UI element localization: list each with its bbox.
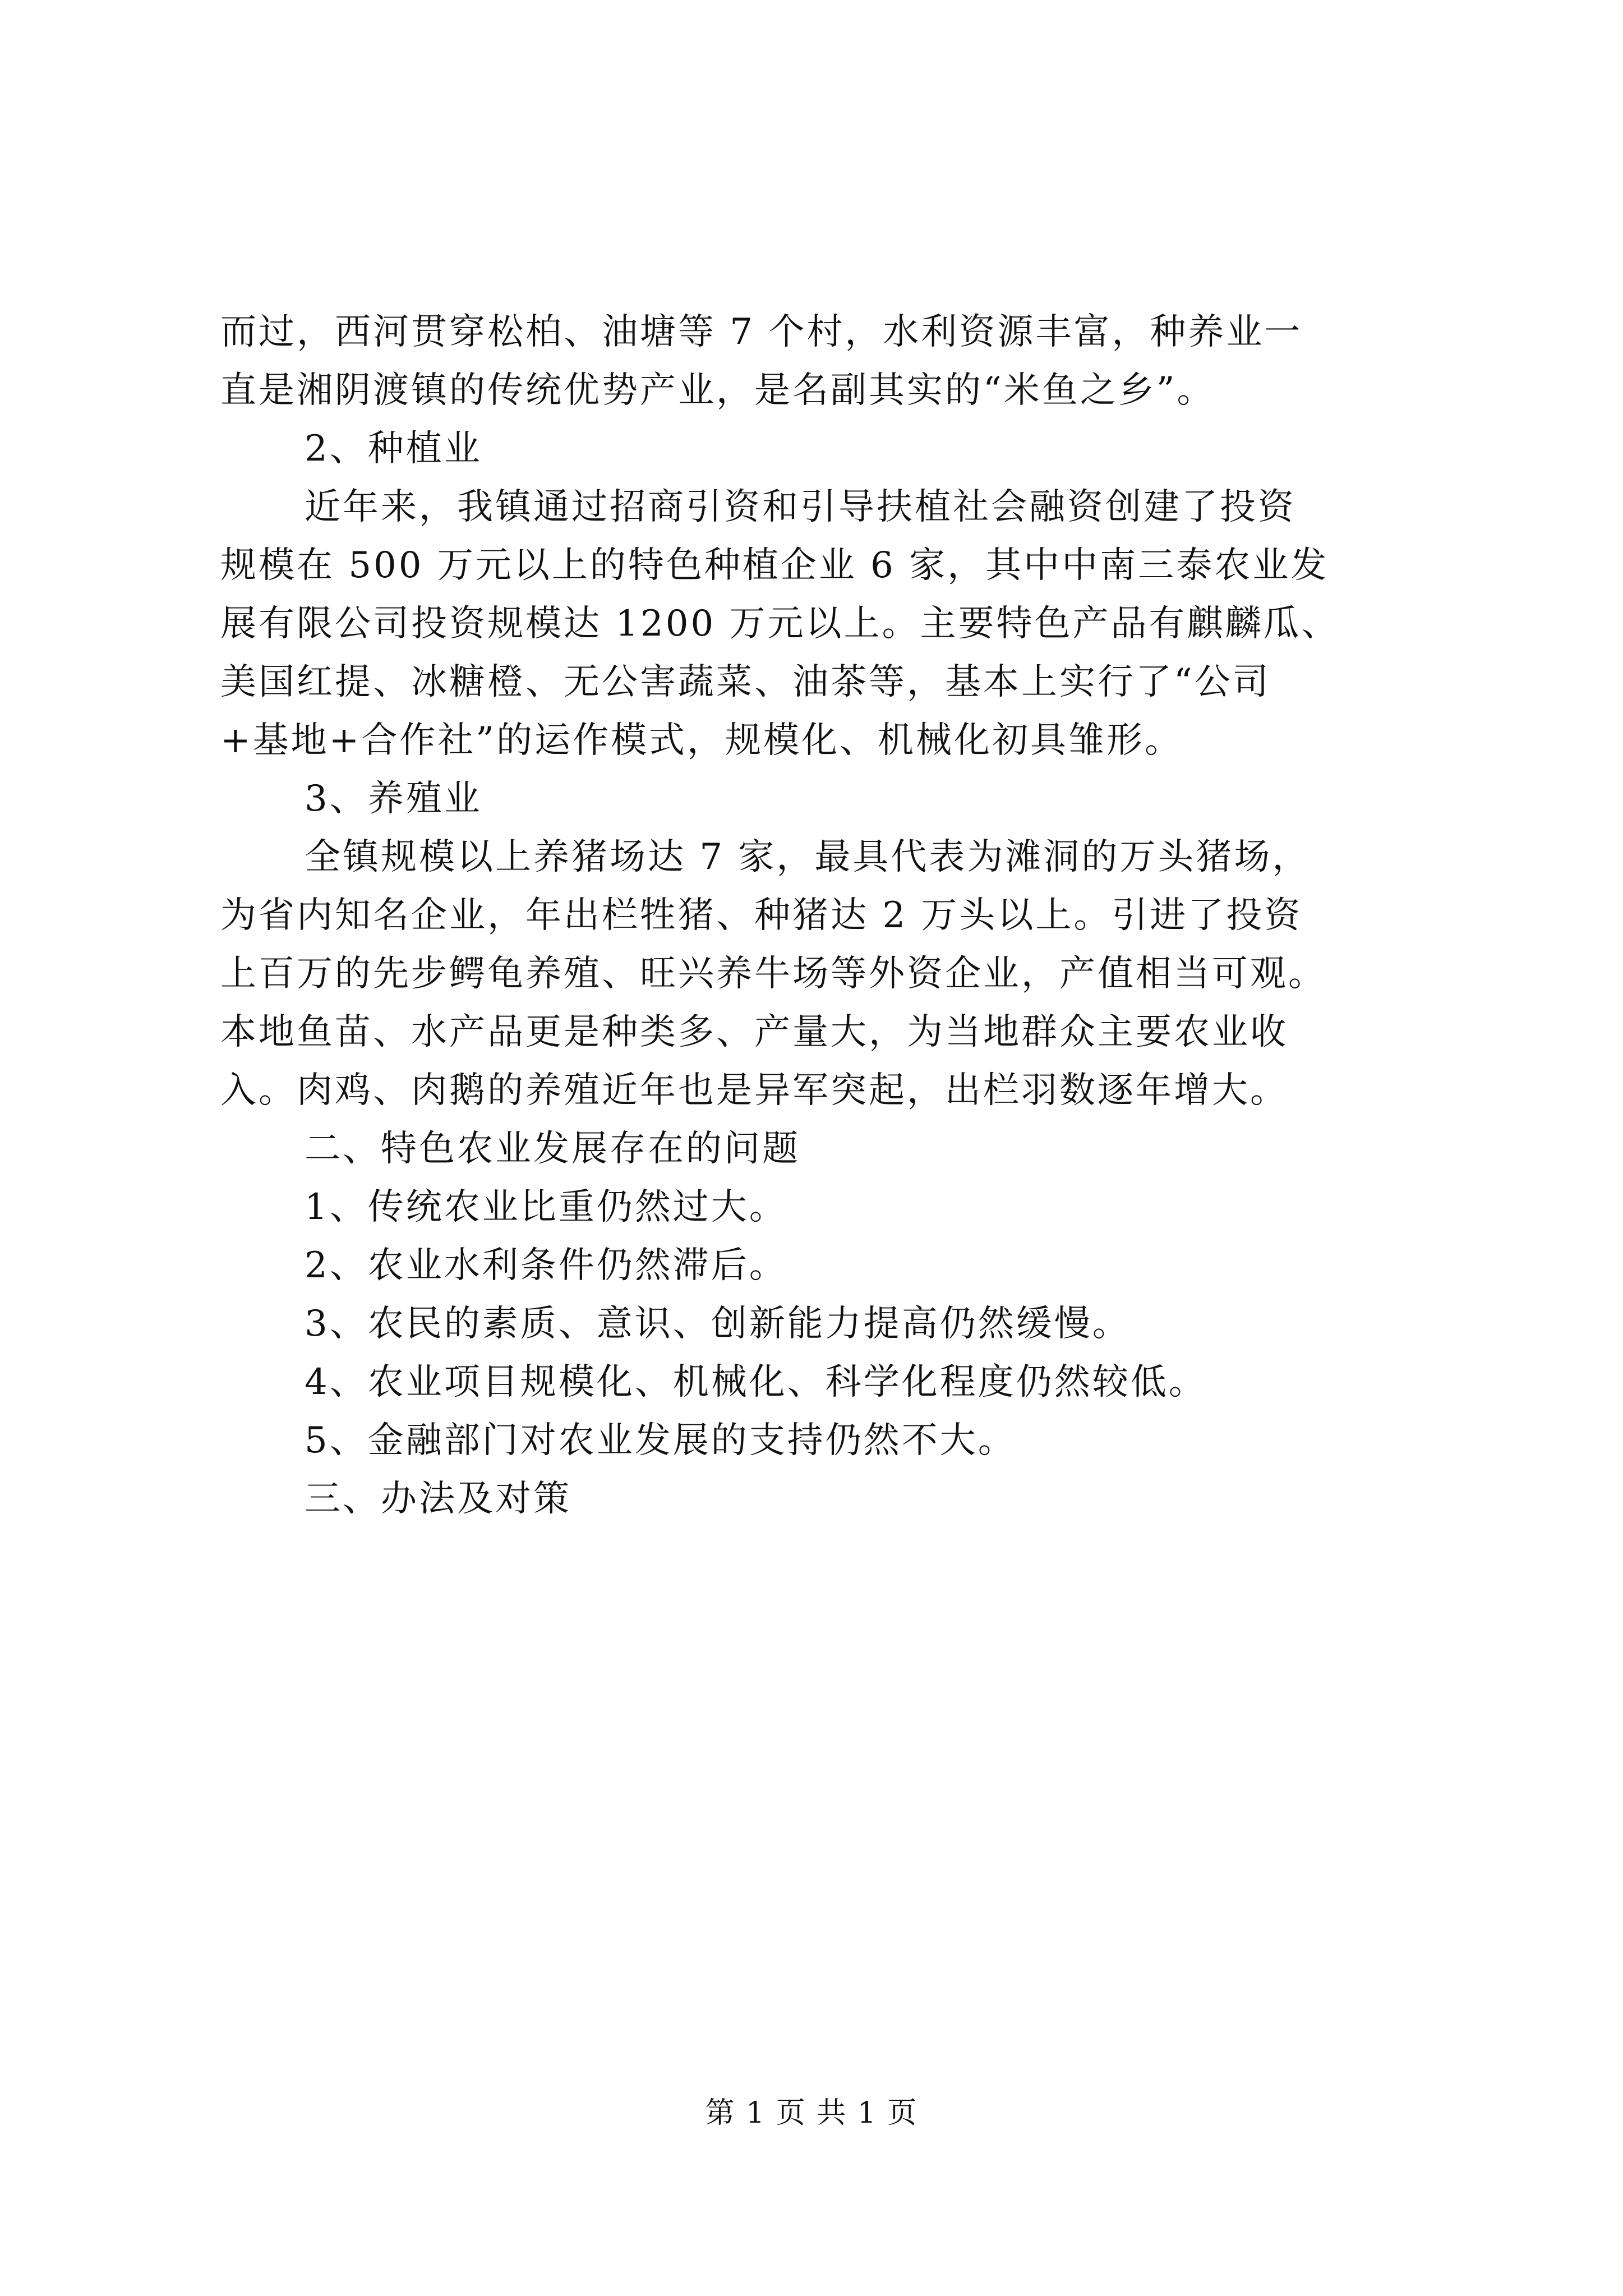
page-footer: 第 1 页 共 1 页 bbox=[705, 2096, 918, 2130]
list-item: 1、传统农业比重仍然过大。 bbox=[305, 1186, 787, 1228]
paragraph-line: 为省内知名企业，年出栏牲猪、种猪达 2 万头以上。引进了投资 bbox=[220, 895, 1303, 936]
paragraph-line: 全镇规模以上养猪场达 7 家，最具代表为滩洞的万头猪场， bbox=[305, 836, 1311, 878]
paragraph-line: 直是湘阴渡镇的传统优势产业，是名副其实的“米鱼之乡”。 bbox=[220, 370, 1215, 411]
paragraph-line: 美国红提、冰糖橙、无公害蔬菜、油茶等，基本上实行了“公司 bbox=[220, 661, 1271, 703]
section-heading: 三、办法及对策 bbox=[305, 1478, 571, 1520]
section-heading: 3、养殖业 bbox=[305, 778, 482, 820]
paragraph-line: 而过，西河贯穿松柏、油塘等 7 个村，水利资源丰富，种养业一 bbox=[220, 311, 1303, 353]
list-item: 3、农民的素质、意识、创新能力提高仍然缓慢。 bbox=[305, 1303, 1131, 1345]
paragraph-line: +基地+合作社”的运作模式，规模化、机械化初具雏形。 bbox=[220, 720, 1183, 761]
paragraph-line: 入。肉鸡、肉鹅的养殖近年也是异军突起，出栏羽数逐年增大。 bbox=[220, 1070, 1288, 1111]
list-item: 4、农业项目规模化、机械化、科学化程度仍然较低。 bbox=[305, 1361, 1207, 1403]
document-body bbox=[220, 303, 1426, 1528]
section-heading: 二、特色农业发展存在的问题 bbox=[305, 1128, 800, 1170]
paragraph-line: 本地鱼苗、水产品更是种类多、产量大，为当地群众主要农业收 bbox=[220, 1011, 1288, 1053]
list-item: 2、农业水利条件仍然滞后。 bbox=[305, 1245, 787, 1286]
paragraph-line: 近年来，我镇通过招商引资和引导扶植社会融资创建了投资 bbox=[305, 486, 1296, 528]
paragraph-line: 展有限公司投资规模达 1200 万元以上。主要特色产品有麒麟瓜、 bbox=[220, 603, 1340, 645]
list-item: 5、金融部门对农业发展的支持仍然不大。 bbox=[305, 1420, 1016, 1461]
paragraph-line: 上百万的先步鳄龟养殖、旺兴养牛场等外资企业，产值相当可观。 bbox=[220, 953, 1326, 995]
section-heading: 2、种植业 bbox=[305, 428, 482, 470]
paragraph-line: 规模在 500 万元以上的特色种植企业 6 家，其中中南三泰农业发 bbox=[220, 545, 1329, 586]
